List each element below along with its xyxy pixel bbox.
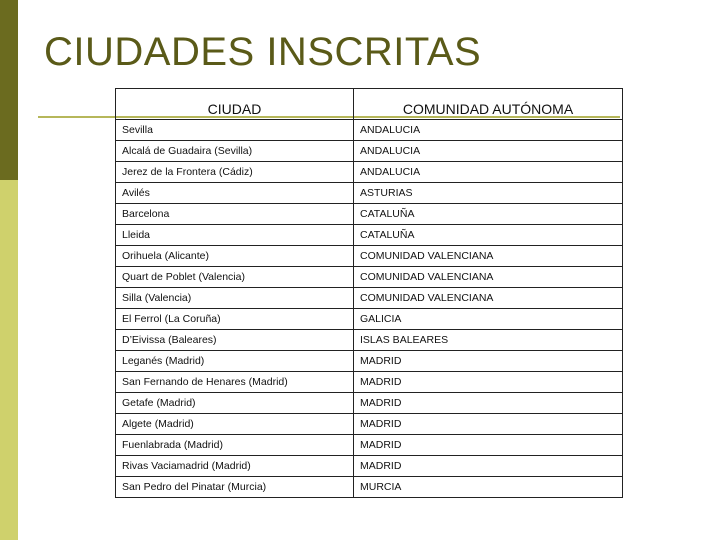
region-cell: MADRID	[354, 351, 623, 372]
region-cell: MADRID	[354, 435, 623, 456]
table-row	[116, 372, 623, 393]
city-cell: Rivas Vaciamadrid (Madrid)	[116, 456, 354, 477]
region-cell: COMUNIDAD VALENCIANA	[354, 288, 623, 309]
table-row	[116, 393, 623, 414]
table-row	[116, 141, 623, 162]
region-cell: ANDALUCIA	[354, 141, 623, 162]
city-cell: Algete (Madrid)	[116, 414, 354, 435]
city-cell: Orihuela (Alicante)	[116, 246, 354, 267]
region-cell: ISLAS BALEARES	[354, 330, 623, 351]
table-row	[116, 435, 623, 456]
city-cell: Jerez de la Frontera (Cádiz)	[116, 162, 354, 183]
table-row	[116, 309, 623, 330]
region-cell: MADRID	[354, 456, 623, 477]
region-cell: MURCIA	[354, 477, 623, 498]
region-cell: MADRID	[354, 372, 623, 393]
table-row	[116, 351, 623, 372]
region-cell: COMUNIDAD VALENCIANA	[354, 267, 623, 288]
region-cell: MADRID	[354, 393, 623, 414]
table-row	[116, 246, 623, 267]
region-cell: MADRID	[354, 414, 623, 435]
table-header-row	[116, 89, 623, 120]
city-cell: Getafe (Madrid)	[116, 393, 354, 414]
side-accent-bar-dark	[0, 0, 18, 180]
city-cell: Silla (Valencia)	[116, 288, 354, 309]
table-row	[116, 204, 623, 225]
city-cell: San Fernando de Henares (Madrid)	[116, 372, 354, 393]
city-cell: Barcelona	[116, 204, 354, 225]
table-row	[116, 477, 623, 498]
city-cell: Leganés (Madrid)	[116, 351, 354, 372]
region-cell: CATALUÑA	[354, 204, 623, 225]
city-cell: San Pedro del Pinatar (Murcia)	[116, 477, 354, 498]
region-cell: ANDALUCIA	[354, 120, 623, 141]
city-cell: Sevilla	[116, 120, 354, 141]
region-cell: CATALUÑA	[354, 225, 623, 246]
region-cell: COMUNIDAD VALENCIANA	[354, 246, 623, 267]
side-accent-bar-light	[0, 180, 18, 540]
city-cell: Quart de Poblet (Valencia)	[116, 267, 354, 288]
city-cell: El Ferrol (La Coruña)	[116, 309, 354, 330]
city-cell: Lleida	[116, 225, 354, 246]
table-row	[116, 267, 623, 288]
column-header-city: CIUDAD	[116, 89, 354, 120]
cities-table	[115, 88, 623, 498]
city-cell: Avilés	[116, 183, 354, 204]
region-cell: GALICIA	[354, 309, 623, 330]
slide-title: CIUDADES INSCRITAS	[44, 30, 482, 74]
region-cell: ASTURIAS	[354, 183, 623, 204]
table-row	[116, 330, 623, 351]
city-cell: Alcalá de Guadaira (Sevilla)	[116, 141, 354, 162]
table-row	[116, 456, 623, 477]
table-row	[116, 225, 623, 246]
city-cell: Fuenlabrada (Madrid)	[116, 435, 354, 456]
table-row	[116, 120, 623, 141]
table-row	[116, 183, 623, 204]
column-header-region: COMUNIDAD AUTÓNOMA	[354, 89, 623, 120]
table-row	[116, 162, 623, 183]
table-row	[116, 288, 623, 309]
table-row	[116, 414, 623, 435]
city-cell: D’Eivissa (Baleares)	[116, 330, 354, 351]
region-cell: ANDALUCIA	[354, 162, 623, 183]
